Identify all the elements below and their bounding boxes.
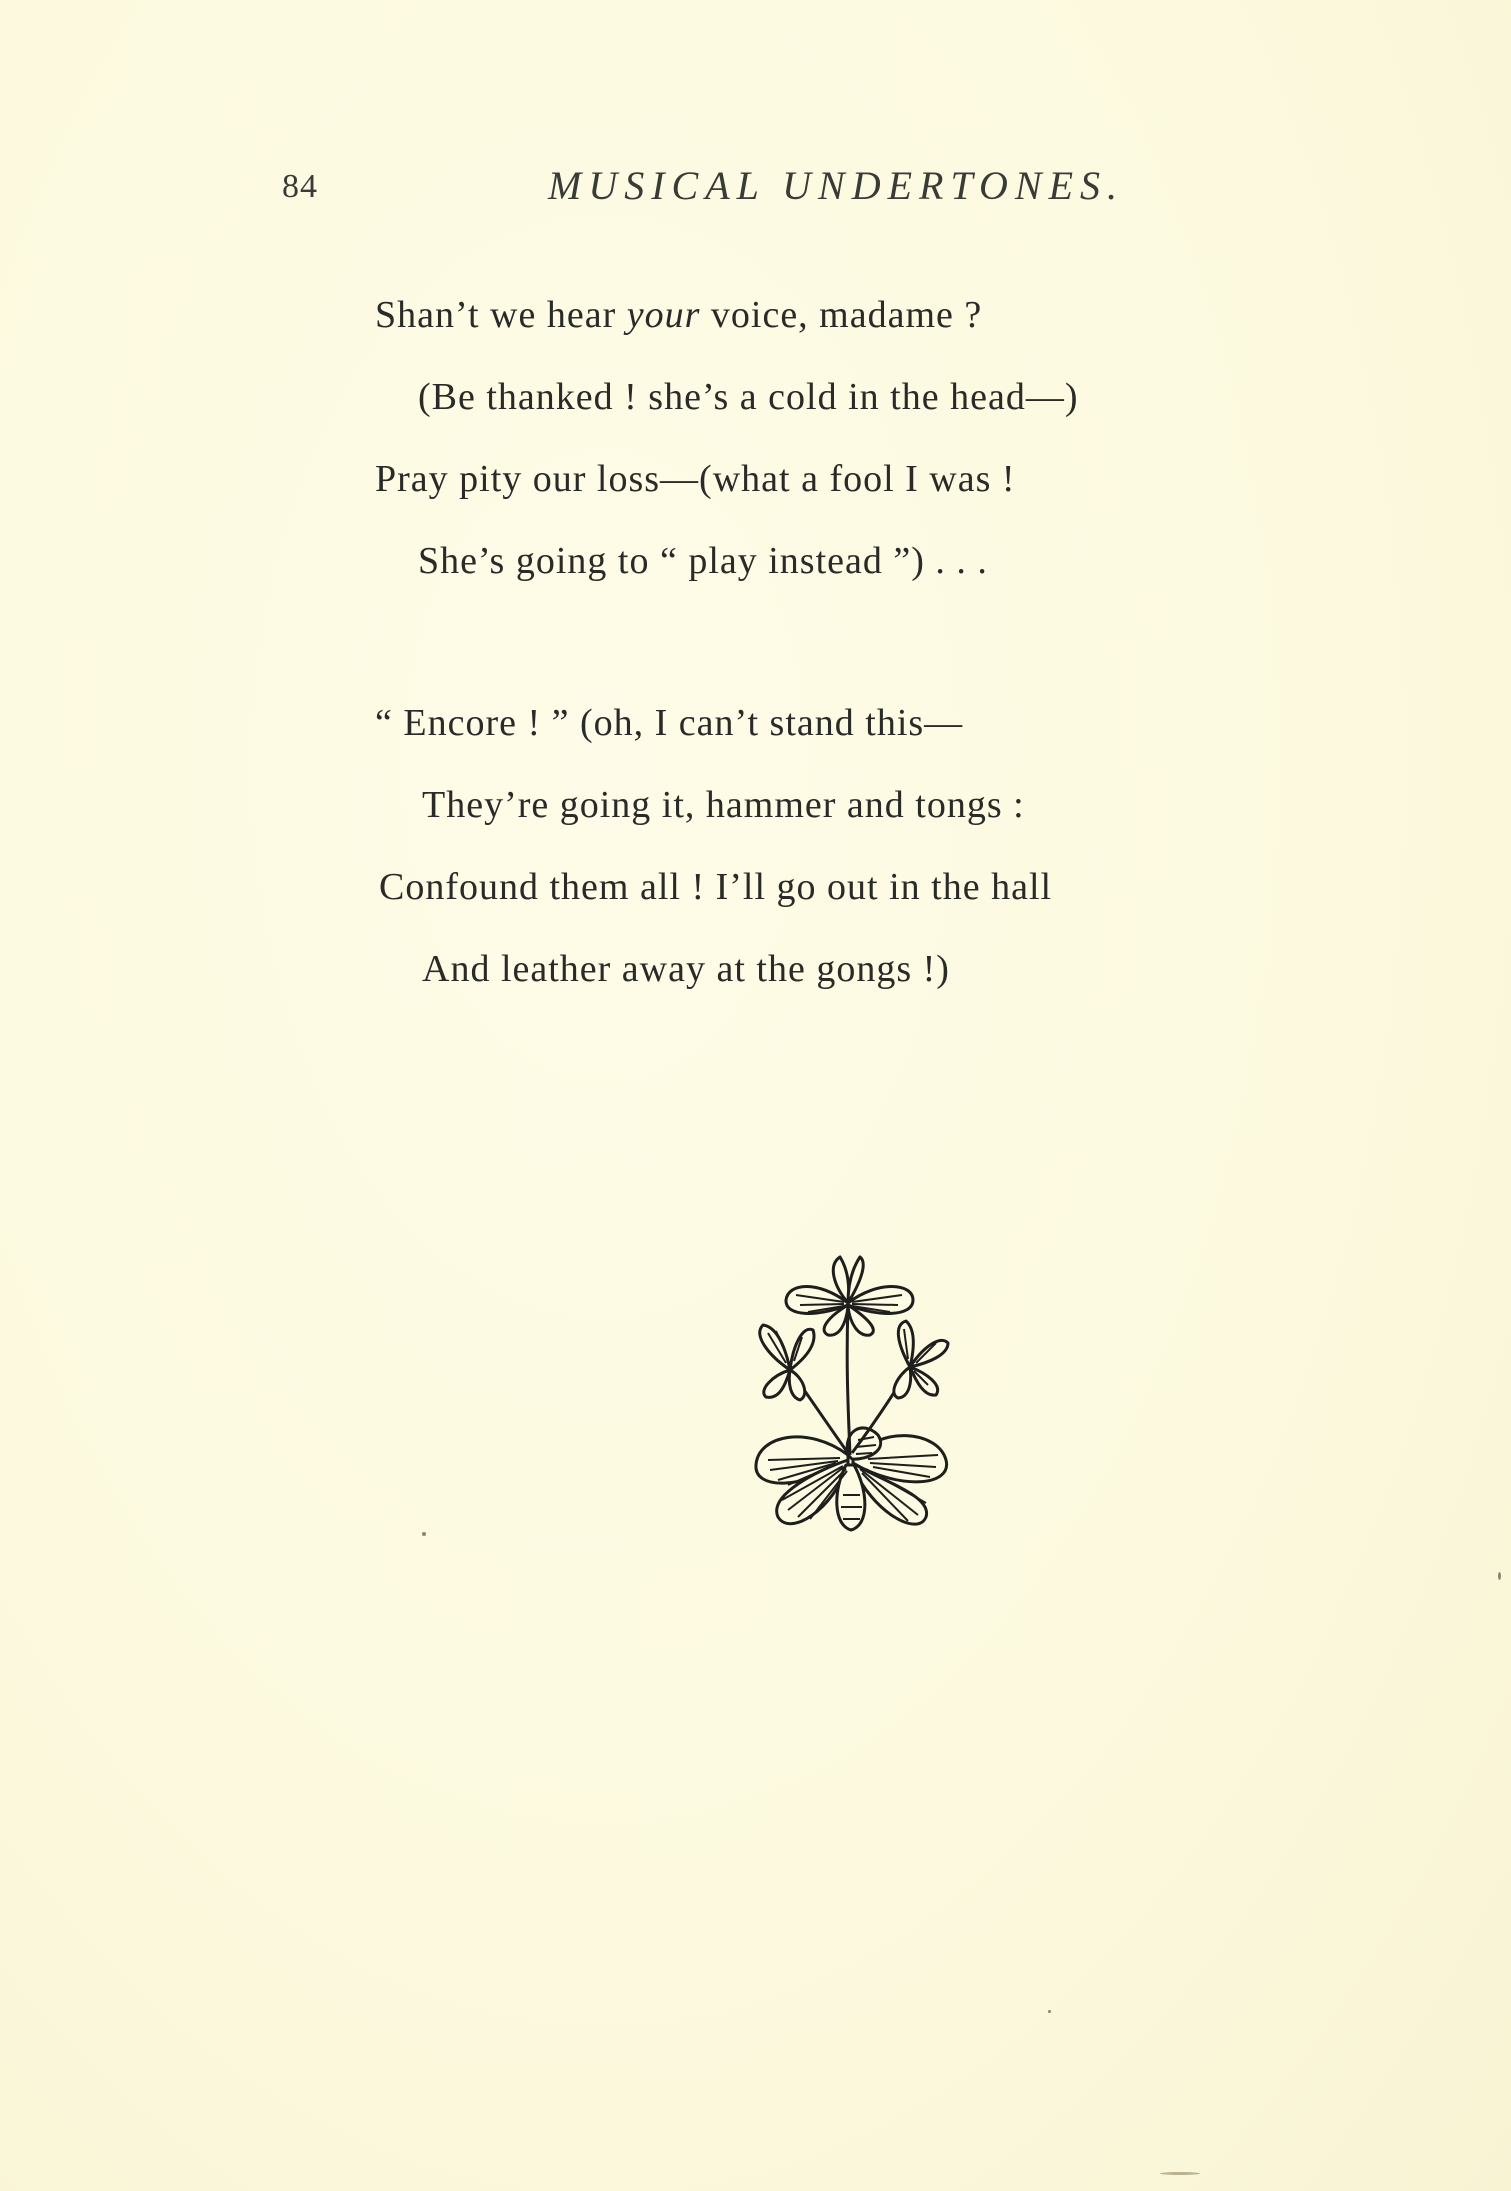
verse-line-8: And leather away at the gongs !) xyxy=(422,948,950,990)
verse-line-1 xyxy=(375,292,982,338)
verse-line-3: Pray pity our loss—(what a fool I was ! xyxy=(375,458,1016,500)
verse-line-7: Confound them all ! I’ll go out in the hall xyxy=(379,866,1053,908)
page-number: 84 xyxy=(282,168,318,205)
verse-line-1-before: Shan’t we hear xyxy=(375,294,627,336)
verse-line-2: (Be thanked ! she’s a cold in the head—) xyxy=(418,376,1079,418)
flower-ornament-icon xyxy=(748,1255,958,1535)
verse-line-4: She’s going to “ play instead ”) . . . xyxy=(418,540,988,582)
verse-line-5: “ Encore ! ” (oh, I can’t stand this— xyxy=(375,702,964,744)
verse-line-1-italic: your xyxy=(626,294,701,336)
verse-line-6: They’re going it, hammer and tongs : xyxy=(422,784,1025,826)
running-title: MUSICAL UNDERTONES. xyxy=(548,163,1125,208)
verse-line-1-after: voice, madame ? xyxy=(700,294,983,336)
